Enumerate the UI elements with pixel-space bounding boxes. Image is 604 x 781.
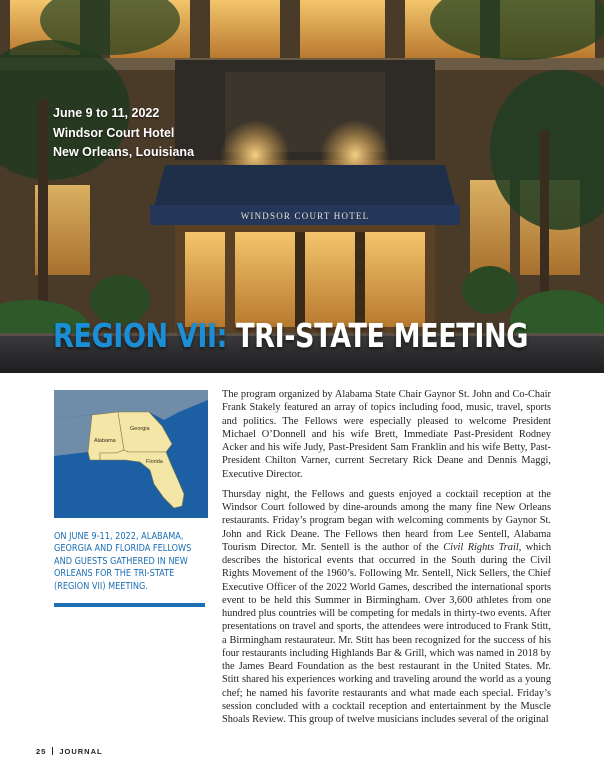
- event-info: [53, 104, 194, 163]
- event-city: New Orleans, Louisiana: [53, 145, 195, 159]
- article-paragraph-1: The program organized by Alabama State Chair Gaynor St. John and Co-Chair Frank Stakely featured an array of topics including food, music, travel, sports and politics. The Fellows were especially pleased to welcome President Michael O’Donnell and his wife Brett, Immediate Past-President Rodney Acker and his wife Judy, Past-President Sam Franklin and his wife Betty, Past-President Chilton Varner, current Secretary Rick Deane and Dennis Maggi, Executive Director.: [222, 389, 551, 480]
- caption-divider: [54, 603, 205, 607]
- headline-region: REGION VII:: [53, 316, 228, 355]
- region-map: [54, 390, 208, 518]
- article-body: [222, 388, 551, 733]
- book-title: Civil Rights Trail: [443, 541, 519, 553]
- map-label-georgia: Georgia: [130, 426, 150, 432]
- article-paragraph-2: Thursday night, the Fellows and guests enjoyed a cocktail reception at the Windsor Court followed by dine-arounds among the many fine New Orleans restaurants. Friday’s program began with welcoming comments by Gaynor St. John and Rick Deane. The Fellows then heard from Lee Sentell, Alabama Tourism Director. Mr. Sentell is the author of the Civil Rights Trail, which describes the historical events that occurred in the South during the Civil Rights Movement of the 1960’s. Following Mr. Sentell, Nick Sellers, the Chief Executive Officer of the 2022 World Games, described the international sports event to be held this Summer in Birmingham. Over 3,600 athletes from one hundred plus countries will be competing for medals in thirty-two events. After presentations on travel and sports, the attendees were introduced to Frank Stitt, a Birmingham restaurateur. Mr. Stitt has been recognized for the success of his four restaurants including Highlands Bar & Grill, which was named in 2018 by the James Beard Foundation as the best restaurant in the United States. Mr. Stitt shared his experiences working and traveling around the world as a young chef; he named his favorite restaurants and what made each special. Friday’s session concluded with a cocktail reception and entertainment by the Muscle Shoals Review. This group of twelve musicians includes several of the original: [222, 488, 551, 725]
- page-title: [53, 316, 528, 356]
- map-label-florida: Florida: [146, 459, 163, 465]
- headline-title: TRI-STATE MEETING: [236, 316, 529, 355]
- footer-separator: [52, 747, 53, 755]
- event-venue: Windsor Court Hotel: [53, 125, 175, 140]
- publication-name: JOURNAL: [59, 747, 103, 756]
- map-label-alabama: Alabama: [94, 438, 116, 444]
- page-footer: [36, 747, 103, 756]
- page-number: 25: [36, 747, 47, 756]
- hotel-sign: WINDSOR COURT HOTEL: [240, 211, 370, 221]
- hero-photo: [0, 0, 604, 373]
- event-dates: June 9 to 11, 2022: [53, 106, 160, 120]
- photo-caption: ON JUNE 9-11, 2022, ALABAMA, GEORGIA AND FLORIDA FELLOWS AND GUESTS GATHERED IN NEW ORLEANS FOR THE TRI-STATE (REGION VII) MEETING.: [54, 531, 192, 592]
